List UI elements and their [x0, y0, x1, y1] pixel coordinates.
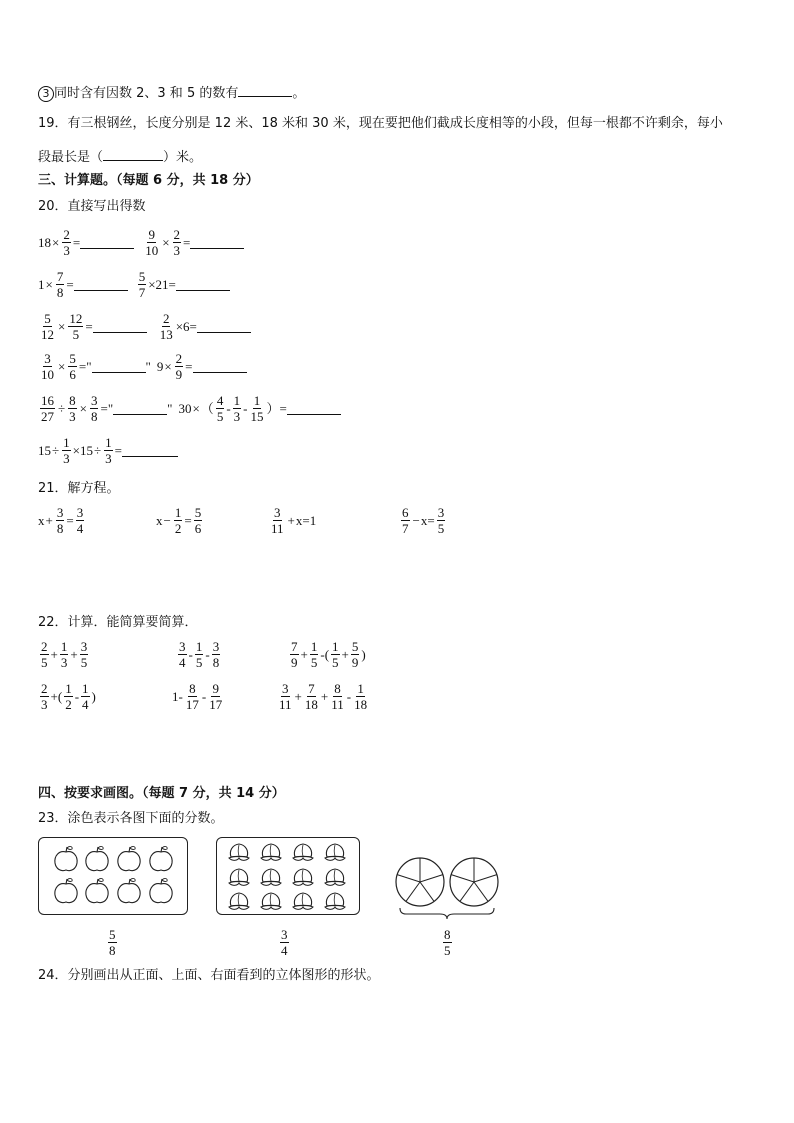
fraction: $\frac{1}{4}$: [82, 681, 89, 712]
fraction: $\frac{3}{8}$: [90, 393, 98, 424]
fraction: $\frac{7}{9}$: [291, 639, 298, 670]
q18-part3: 3 同时含有因数 2、3 和 5 的数有 。: [38, 84, 305, 102]
q21-title: 21．解方程。: [38, 481, 120, 496]
q20-row1: 18 × $\frac{2}{3}$ = $\frac{9}{10}$ × $\frac{2}{3}$ =: [38, 228, 244, 257]
q18-part3-text: 同时含有因数 2、3 和 5 的数有: [54, 86, 239, 101]
circle-left[interactable]: [396, 858, 444, 906]
q21-eq4: $\frac{6}{7}$ − x = $\frac{3}{5}$: [402, 505, 445, 536]
fraction: $\frac{3}{11}$: [279, 681, 292, 712]
peach-icon: [229, 844, 249, 860]
circled-number: 3: [38, 86, 54, 102]
circle-fraction: [441, 928, 454, 957]
q19-line1: 19．有三根钢丝，长度分别是 12 米、18 米和 30 米，现在要把他们截成长度相等的小段，但每一根都不许剩余，每小: [38, 116, 723, 131]
q22-expr6: $\frac{3}{11}$ + $\frac{7}{18}$ + $\frac{8}{11}$ - $\frac{1}{18}$: [279, 681, 368, 712]
fraction: $\frac{1}{2}$: [174, 505, 182, 536]
fraction: $\frac{8}{3}$: [69, 393, 76, 424]
fraction: $\frac{3}{5}$: [80, 639, 88, 670]
circle-right[interactable]: [450, 858, 498, 906]
answer-blank[interactable]: [176, 278, 230, 291]
q22-title: 22．计算．能简算要简算．: [38, 615, 198, 630]
fraction: $\frac{4}{5}$: [216, 393, 224, 424]
peach-icon: [229, 869, 249, 885]
peaches-illustration: [217, 838, 359, 914]
apple-icon: [150, 878, 172, 902]
apple-box[interactable]: [38, 837, 188, 915]
q21-eq3: $\frac{3}{11}$ + x = 1: [271, 505, 317, 536]
circles-illustration: [390, 852, 502, 922]
fraction: $\frac{3}{8}$: [56, 505, 64, 536]
q24-title: 24．分别画出从正面、上面、右面看到的立体图形的形状。: [38, 968, 380, 983]
fraction: $\frac{7}{18}$: [304, 681, 318, 712]
fraction: $\frac{3}{4}$: [281, 927, 288, 958]
fraction: $\frac{2}{3}$: [41, 681, 48, 712]
answer-blank[interactable]: [113, 402, 167, 415]
apple-icon: [118, 846, 140, 870]
answer-blank[interactable]: [92, 360, 146, 373]
peach-icon: [293, 844, 313, 860]
peach-icon: [325, 869, 345, 885]
peach-icon: [325, 893, 345, 909]
q19-line2: 段最长是（ ）米。: [38, 150, 203, 165]
fraction: $\frac{1}{18}$: [354, 681, 368, 712]
fraction: $\frac{1}{5}$: [310, 639, 318, 670]
fraction: $\frac{12}{5}$: [69, 311, 83, 342]
peach-icon: [293, 869, 313, 885]
fraction: $\frac{5}{8}$: [109, 927, 116, 958]
fraction: $\frac{3}{11}$: [271, 505, 284, 536]
peach-icon: [261, 869, 281, 885]
answer-blank[interactable]: [103, 148, 163, 161]
fraction: $\frac{3}{8}$: [212, 639, 220, 670]
fraction: $\frac{3}{10}$: [41, 351, 54, 382]
section-4-title: 四、按要求画图。（每题 7 分，共 14 分）: [38, 786, 285, 801]
fraction: $\frac{3}{5}$: [437, 505, 445, 536]
answer-blank[interactable]: [197, 320, 251, 333]
q22-expr5: 1 - $\frac{8}{17}$ - $\frac{9}{17}$: [172, 681, 223, 712]
peach-box[interactable]: [216, 837, 360, 915]
answer-blank[interactable]: [93, 320, 147, 333]
fraction: $\frac{1}{5}$: [195, 639, 203, 670]
fraction: $\frac{3}{4}$: [76, 505, 84, 536]
answer-blank[interactable]: [122, 444, 178, 457]
apple-icon: [150, 846, 172, 870]
answer-blank[interactable]: [190, 236, 244, 249]
apple-icon: [118, 878, 140, 902]
fraction: $\frac{2}{5}$: [41, 639, 48, 670]
apples-illustration: [39, 838, 187, 914]
fraction: $\frac{5}{9}$: [351, 639, 359, 670]
fraction: $\frac{5}{6}$: [69, 351, 76, 382]
fraction: $\frac{2}{3}$: [173, 227, 181, 258]
fraction: $\frac{5}{7}$: [138, 269, 146, 300]
fraction: $\frac{8}{11}$: [331, 681, 344, 712]
peach-icon: [261, 893, 281, 909]
fraction: $\frac{1}{3}$: [105, 435, 112, 466]
q22-expr3: $\frac{7}{9}$ + $\frac{1}{5}$ - ( $\frac{1}{5}$ + $\frac{5}{9}$ ): [291, 639, 366, 670]
fraction: $\frac{16}{27}$: [41, 393, 54, 424]
fraction: $\frac{6}{7}$: [402, 505, 409, 536]
peach-icon: [261, 844, 281, 860]
answer-blank[interactable]: [193, 360, 247, 373]
fraction: $\frac{2}{9}$: [175, 351, 183, 382]
q21-eq1: x + $\frac{3}{8}$ = $\frac{3}{4}$: [38, 505, 84, 536]
peach-icon: [325, 844, 345, 860]
answer-blank[interactable]: [80, 236, 134, 249]
q21-eq2: x − $\frac{1}{2}$ = $\frac{5}{6}$: [156, 505, 202, 536]
q22-expr4: $\frac{2}{3}$ + ( $\frac{1}{2}$ - $\frac{1}{4}$ ): [41, 681, 96, 712]
apple-icon: [55, 878, 77, 902]
apple-fraction: [106, 928, 119, 957]
q23-title: 23．涂色表示各图下面的分数。: [38, 811, 224, 826]
fraction: $\frac{3}{4}$: [179, 639, 186, 670]
section-3-title: 三、计算题。（每题 6 分，共 18 分）: [38, 173, 259, 188]
fraction: $\frac{7}{8}$: [56, 269, 64, 300]
q20-title: 20．直接写出得数: [38, 199, 146, 214]
q22-expr2: $\frac{3}{4}$ - $\frac{1}{5}$ - $\frac{3}{8}$: [179, 639, 220, 670]
fraction: $\frac{2}{3}$: [63, 227, 70, 258]
apple-icon: [86, 846, 108, 870]
brace: [400, 908, 494, 919]
fraction: $\frac{5}{6}$: [194, 505, 202, 536]
q20-row3: $\frac{5}{12}$ × $\frac{12}{5}$ = $\frac{2}{13}$ × 6 =: [38, 312, 251, 341]
q20-row2: 1 × $\frac{7}{8}$ = $\frac{5}{7}$ × 21 =: [38, 270, 230, 299]
fraction: $\frac{2}{13}$: [159, 311, 173, 342]
apple-icon: [55, 846, 77, 870]
q20-row6: 15 ÷ $\frac{1}{3}$ × 15 ÷ $\frac{1}{3}$ =: [38, 436, 178, 465]
answer-blank[interactable]: [287, 402, 341, 415]
fraction: $\frac{9}{10}$: [145, 227, 159, 258]
q20-row5: $\frac{16}{27}$ ÷ $\frac{8}{3}$ × $\frac{3}{8}$ = " " 30 × （ $\frac{4}{5}$ - $\frac{1}{3}$ - $\frac{1}{15}$ ） =: [38, 394, 341, 423]
answer-blank[interactable]: [74, 278, 128, 291]
peach-icon: [229, 893, 249, 909]
fraction: $\frac{1}{15}$: [250, 393, 264, 424]
q20-row4: $\frac{3}{10}$ × $\frac{5}{6}$ = " " 9 × $\frac{2}{9}$ =: [38, 352, 247, 381]
fraction: $\frac{1}{3}$: [63, 435, 70, 466]
fraction: $\frac{9}{17}$: [209, 681, 223, 712]
peach-fraction: [278, 928, 291, 957]
fraction: $\frac{8}{5}$: [444, 927, 451, 958]
fraction: $\frac{1}{3}$: [60, 639, 68, 670]
apple-icon: [86, 878, 108, 902]
q22-expr1: $\frac{2}{5}$ + $\frac{1}{3}$ + $\frac{3}{5}$: [41, 639, 88, 670]
peach-icon: [293, 893, 313, 909]
fraction: $\frac{1}{2}$: [65, 681, 72, 712]
fraction: $\frac{5}{12}$: [41, 311, 54, 342]
answer-blank[interactable]: [238, 84, 292, 97]
fraction: $\frac{1}{3}$: [233, 393, 241, 424]
fraction: $\frac{8}{17}$: [185, 681, 199, 712]
fraction: $\frac{1}{5}$: [332, 639, 339, 670]
